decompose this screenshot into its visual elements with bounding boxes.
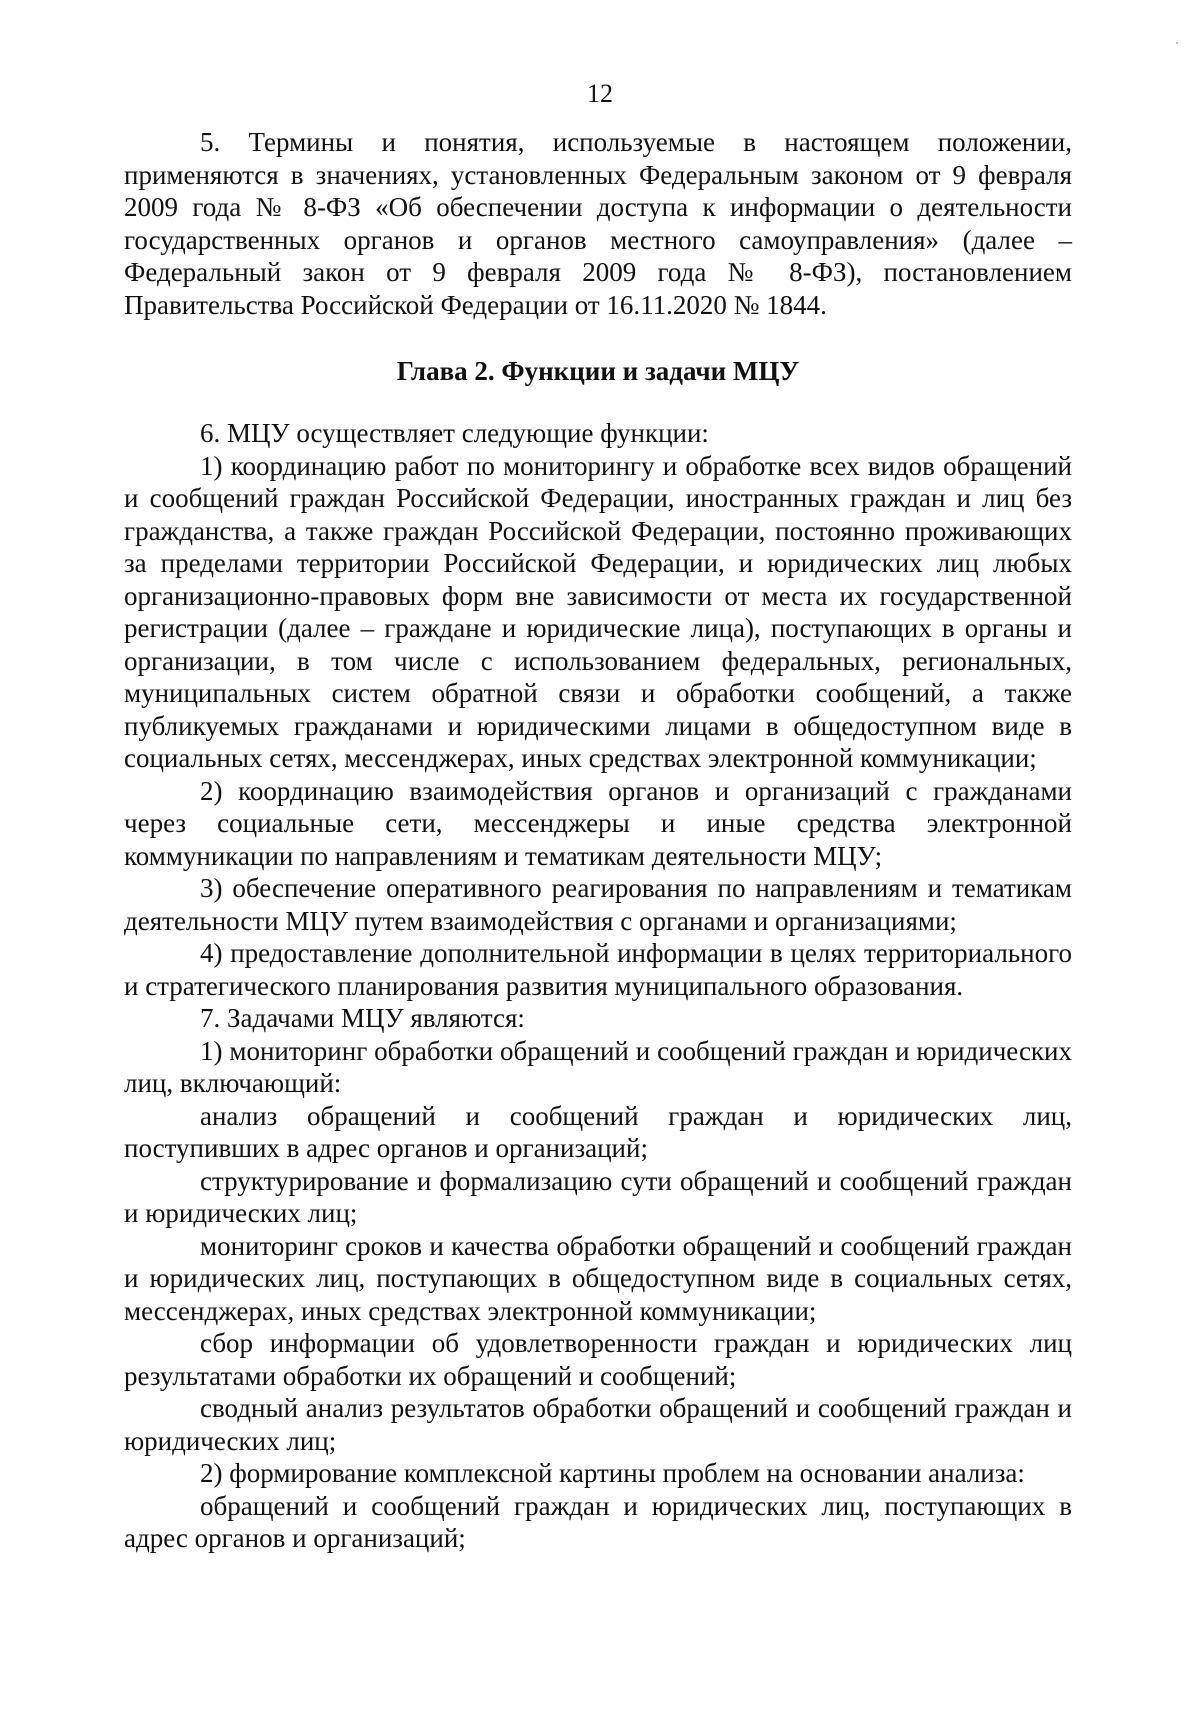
task-1-subitem-summary: сводный анализ результатов обработки обращений и сообщений граждан и юридических лиц; <box>124 1393 1072 1456</box>
task-item-2: 2) формирование комплексной картины проблем на основании анализа: <box>200 1458 1025 1488</box>
task-1-subitem-analysis: анализ обращений и сообщений граждан и юридических лиц, поступивших в адрес органов и организаций; <box>124 1100 1072 1163</box>
page-number: 12 <box>587 79 613 108</box>
paragraph-7-tasks-intro: 7. Задачами МЦУ являются: <box>200 1003 525 1033</box>
task-1-subitem-satisfaction: сбор информации об удовлетворенности граждан и юридических лиц результатами обработки их обращений и сообщений; <box>124 1328 1072 1391</box>
function-item-4: 4) предоставление дополнительной информации в целях территориального и стратегического планирования развития муниципального образования. <box>124 938 1072 1001</box>
function-item-1: 1) координацию работ по мониторингу и обработке всех видов обращений и сообщений граждан Российской Федерации, иностранных граждан и лиц без гражданства, а также граждан Российской Федерации, постоянно проживающих за пределами территории Российской Федерации, и юридических лиц любых организационно-правовых форм вне зависимости от места их государственной регистрации (далее – граждане и юридические лица), поступающих в органы и организации, в том числе с использованием федеральных, региональных, муниципальных систем обратной связи и обработки сообщений, а также публикуемых гражданами и юридическими лицами в общедоступном виде в социальных сетях, мессенджерах, иных средствах электронной коммуникации; <box>124 450 1072 773</box>
task-1-subitem-structuring: структурирование и формализацию сути обращений и сообщений граждан и юридических лиц; <box>124 1165 1072 1228</box>
scan-speck <box>1176 42 1178 44</box>
task-1-subitem-monitoring: мониторинг сроков и качества обработки обращений и сообщений граждан и юридических лиц, поступающих в общедоступном виде в социальных сетях, мессенджерах, иных средствах электронной коммуникации; <box>124 1230 1072 1326</box>
task-item-1: 1) мониторинг обработки обращений и сообщений граждан и юридических лиц, включающий: <box>124 1035 1072 1098</box>
chapter-2-heading: Глава 2. Функции и задачи МЦУ <box>396 356 800 386</box>
task-2-subitem-appeals: обращений и сообщений граждан и юридических лиц, поступающих в адрес органов и организаций; <box>124 1490 1072 1553</box>
paragraph-6-functions-intro: 6. МЦУ осуществляет следующие функции: <box>200 418 709 448</box>
document-body <box>124 126 1072 1555</box>
paragraph-5-terms: 5. Термины и понятия, используемые в настоящем положении, применяются в значениях, установленных Федеральным законом от 9 февраля 2009 года № 8-ФЗ «Об обеспечении доступа к информации о деятельности государственных органов и органов местного самоуправления» (далее – Федеральный закон от 9 февраля 2009 года № 8-ФЗ), постановлением Правительства Российской Федерации от 16.11.2020 № 1844. <box>124 127 1072 320</box>
function-item-3: 3) обеспечение оперативного реагирования по направлениям и тематикам деятельности МЦУ путем взаимодействия с органами и организациями; <box>124 873 1072 936</box>
function-item-2: 2) координацию взаимодействия органов и организаций с гражданами через социальные сети, мессенджеры и иные средства электронной коммуникации по направлениям и тематикам деятельности МЦУ; <box>124 775 1072 871</box>
